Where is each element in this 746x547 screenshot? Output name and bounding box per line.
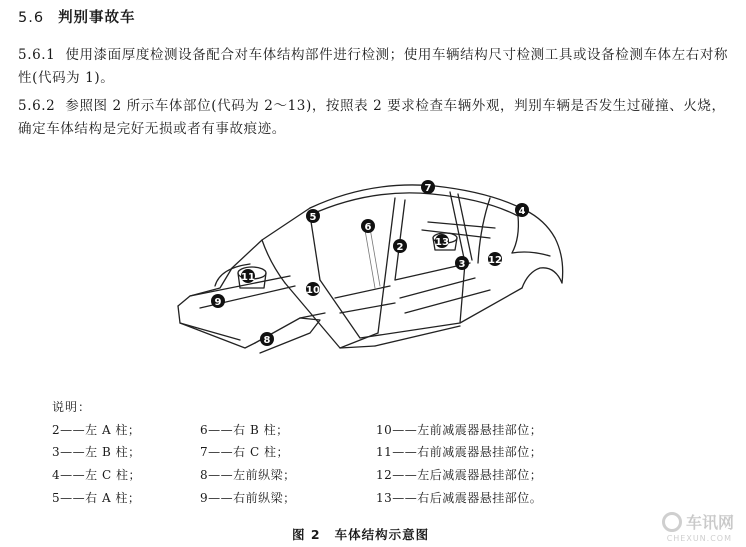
svg-text:3: 3 [458, 259, 466, 270]
section-title: 判别事故车 [58, 10, 136, 26]
legend-item: 6——右 B 柱； [200, 423, 289, 437]
paragraph-5-6-2 [18, 95, 730, 141]
watermark [662, 510, 734, 533]
marker-5 [306, 209, 320, 223]
marker-12 [488, 252, 502, 266]
svg-text:4: 4 [518, 206, 526, 217]
svg-text:13: 13 [435, 237, 449, 248]
watermark-text: 车讯网 [685, 513, 734, 532]
svg-text:5: 5 [309, 212, 317, 223]
svg-text:12: 12 [488, 255, 502, 266]
figure-title: 车体结构示意图 [334, 527, 430, 542]
paragraph-5-6-1 [18, 44, 730, 90]
paragraph-number: 5.6.2 [18, 98, 56, 114]
watermark-subtext: CHEXUN.COM [666, 534, 732, 543]
svg-text:9: 9 [214, 297, 222, 308]
marker-4 [515, 203, 529, 217]
car-body-structure-diagram [160, 168, 580, 363]
legend-item: 9——右前纵梁； [200, 491, 296, 505]
legend-item: 11——右前减震器悬挂部位； [376, 445, 543, 459]
marker-2 [393, 239, 407, 253]
marker-6 [361, 219, 375, 233]
marker-13 [435, 234, 449, 248]
svg-text:10: 10 [306, 285, 320, 296]
paragraph-text: 使用漆面厚度检测设备配合对车体结构部件进行检测；使用车辆结构尺寸检测工具或设备检测车体左右对称性(代码为 1)。 [18, 47, 729, 86]
legend-title: 说明： [52, 400, 92, 414]
marker-7 [421, 180, 435, 194]
paragraph-text: 参照图 2 所示车体部位(代码为 2～13)，按照表 2 要求检查车辆外观，判别车辆是否发生过碰撞、火烧，确定车体结构是完好无损或者有事故痕迹。 [18, 98, 726, 137]
section-heading [18, 6, 136, 27]
svg-text:2: 2 [396, 242, 404, 253]
legend-item: 10——左前减震器悬挂部位； [376, 423, 543, 437]
watermark-logo-icon [662, 512, 682, 532]
legend-item: 12——左后减震器悬挂部位； [376, 468, 543, 482]
marker-3 [455, 256, 469, 270]
figure-caption [292, 525, 429, 543]
svg-text:11: 11 [241, 272, 255, 283]
legend-item: 5——右 A 柱； [52, 491, 141, 505]
marker-9 [211, 294, 225, 308]
marker-8 [260, 332, 274, 346]
svg-text:7: 7 [424, 183, 432, 194]
legend-item: 3——左 B 柱； [52, 445, 141, 459]
legend-item: 8——左前纵梁； [200, 468, 296, 482]
figure-number: 图 2 [292, 527, 321, 542]
svg-text:6: 6 [364, 222, 372, 233]
section-number: 5.6 [18, 10, 45, 26]
marker-10 [306, 282, 320, 296]
paragraph-number: 5.6.1 [18, 47, 56, 63]
legend-item: 4——左 C 柱； [52, 468, 141, 482]
legend-item: 2——左 A 柱； [52, 423, 141, 437]
marker-11 [241, 269, 255, 283]
legend-item: 13——右后减震器悬挂部位。 [376, 491, 543, 505]
svg-text:8: 8 [263, 335, 271, 346]
legend-item: 7——右 C 柱； [200, 445, 289, 459]
